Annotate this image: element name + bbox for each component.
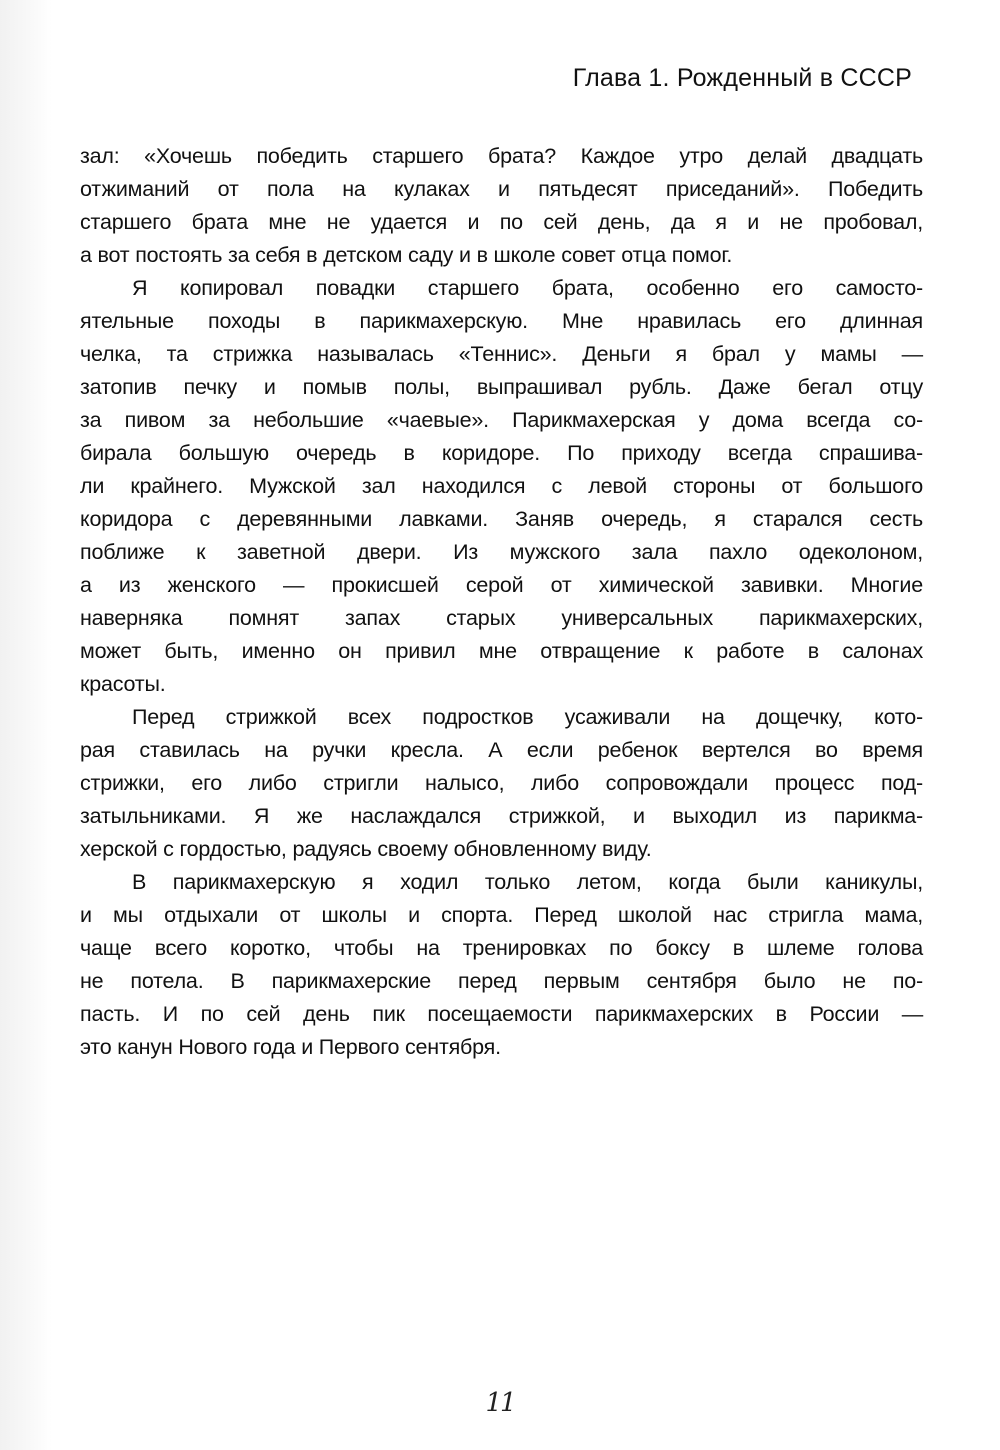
text-line: наверняка помнят запах старых универсальных парикмахерских,	[80, 606, 923, 630]
running-header: Глава 1. Рожденный в СССР	[572, 64, 912, 92]
text-line: херской с гордостью, радуясь своему обновленному виду.	[80, 837, 652, 861]
text-line: не потела. В парикмахерские перед первым сентября было не по-	[80, 969, 923, 993]
text-line: чаще всего коротко, чтобы на тренировках по боксу в шлеме голова	[80, 936, 923, 960]
text-line: отжиманий от пола на кулаках и пятьдесят приседаний». Победить	[80, 177, 923, 201]
body-text	[80, 140, 923, 1064]
text-line: челка, та стрижка называлась «Теннис». Деньги я брал у мамы —	[80, 342, 923, 366]
page-gutter-shadow	[0, 0, 52, 1450]
text-line: ятельные походы в парикмахерскую. Мне нравилась его длинная	[80, 309, 923, 333]
text-line: стрижки, его либо стригли налысо, либо сопровождали процесс под-	[80, 771, 923, 795]
text-line: поближе к заветной двери. Из мужского зала пахло одеколоном,	[80, 540, 923, 564]
text-line: а из женского — прокисшей серой от химической завивки. Многие	[80, 573, 923, 597]
text-line: за пивом за небольшие «чаевые». Парикмахерская у дома всегда со-	[80, 408, 923, 432]
text-line: Я копировал повадки старшего брата, особенно его самосто-	[132, 276, 923, 300]
text-line: Перед стрижкой всех подростков усаживали на дощечку, кото-	[132, 705, 923, 729]
text-line: может быть, именно он привил мне отвращение к работе в салонах	[80, 639, 923, 663]
text-line: зал: «Хочешь победить старшего брата? Каждое утро делай двадцать	[80, 144, 923, 168]
text-line: рая ставилась на ручки кресла. А если ребенок вертелся во время	[80, 738, 923, 762]
text-line: коридора с деревянными лавками. Заняв очередь, я старался сесть	[80, 507, 923, 531]
text-line: это канун Нового года и Первого сентября.	[80, 1035, 501, 1059]
text-line: старшего брата мне не удается и по сей день, да я и не пробовал,	[80, 210, 923, 234]
text-line: и мы отдыхали от школы и спорта. Перед школой нас стригла мама,	[80, 903, 923, 927]
text-line: а вот постоять за себя в детском саду и в школе совет отца помог.	[80, 243, 733, 267]
text-line: ли крайнего. Мужской зал находился с левой стороны от большого	[80, 474, 923, 498]
text-line: затыльниками. Я же наслаждался стрижкой, и выходил из парикма-	[80, 804, 923, 828]
text-line: бирала большую очередь в коридоре. По приходу всегда спрашива-	[80, 441, 923, 465]
text-line: пасть. И по сей день пик посещаемости парикмахерских в России —	[80, 1002, 923, 1026]
text-line: В парикмахерскую я ходил только летом, когда были каникулы,	[132, 870, 923, 894]
text-line: красоты.	[80, 672, 166, 696]
text-line: затопив печку и помыв полы, выпрашивал рубль. Даже бегал отцу	[80, 375, 923, 399]
page-number: 11	[485, 1388, 515, 1418]
